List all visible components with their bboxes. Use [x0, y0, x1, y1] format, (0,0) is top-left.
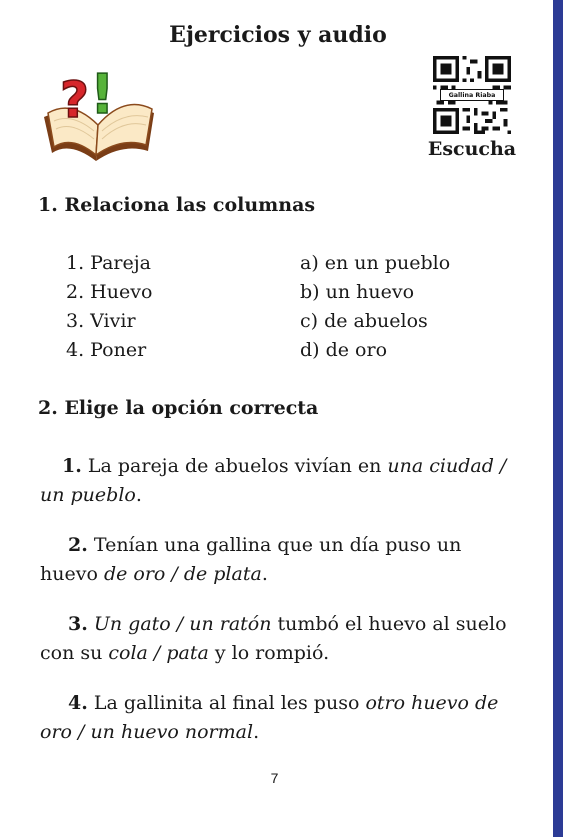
page-title: Ejercicios y audio — [169, 22, 387, 48]
answer-options: Un gato / un ratón — [93, 613, 272, 635]
question-2: 2. Tenían una gallina que un día puso un huevo de oro / de plata. — [40, 534, 462, 585]
match-right-item: b) un huevo — [300, 281, 415, 303]
side-accent-bar — [553, 0, 563, 837]
question-number: 1. — [62, 455, 82, 477]
exercise-1-heading: 1. Relaciona las columnas — [38, 194, 316, 216]
match-right-item: d) de oro — [300, 339, 388, 361]
match-left-item: 3. Vivir — [66, 310, 136, 332]
answer-options: de oro / de plata — [103, 563, 262, 585]
question-4: 4. La gallinita al final les puso otro huevo de oro / un huevo normal. — [40, 692, 499, 743]
match-left-item: 1. Pareja — [66, 252, 151, 274]
question-number: 4. — [68, 692, 88, 714]
match-left-item: 4. Poner — [66, 339, 147, 361]
page-number: 7 — [270, 770, 279, 786]
match-right-item: c) de abuelos — [300, 310, 428, 332]
open-book-icon — [38, 55, 158, 167]
answer-options: otro huevo de oro / un huevo normal — [40, 692, 499, 743]
match-left-item: 2. Huevo — [66, 281, 153, 303]
question-number: 3. — [68, 613, 88, 635]
svg-text:!: ! — [90, 63, 115, 126]
question-mark-icon — [60, 71, 89, 129]
qr-label: Escucha — [427, 138, 517, 160]
svg-text:?: ? — [60, 71, 90, 129]
exercise-2-heading: 2. Elige la opción correcta — [38, 397, 319, 419]
question-3: 3. Un gato / un ratón tumbó el huevo al suelo con su cola / pata y lo rompió. — [40, 613, 507, 664]
qr-code[interactable] — [433, 56, 511, 134]
exclamation-mark-icon — [90, 63, 115, 126]
answer-options: cola / pata — [108, 642, 209, 664]
question-1: 1. La pareja de abuelos vivían en una ciudad / un pueblo. — [40, 455, 507, 506]
qr-badge-text: Gallina Riaba — [448, 91, 496, 99]
match-right-item: a) en un pueblo — [300, 252, 451, 274]
answer-options: una ciudad / un pueblo — [40, 455, 507, 506]
question-number: 2. — [68, 534, 88, 556]
